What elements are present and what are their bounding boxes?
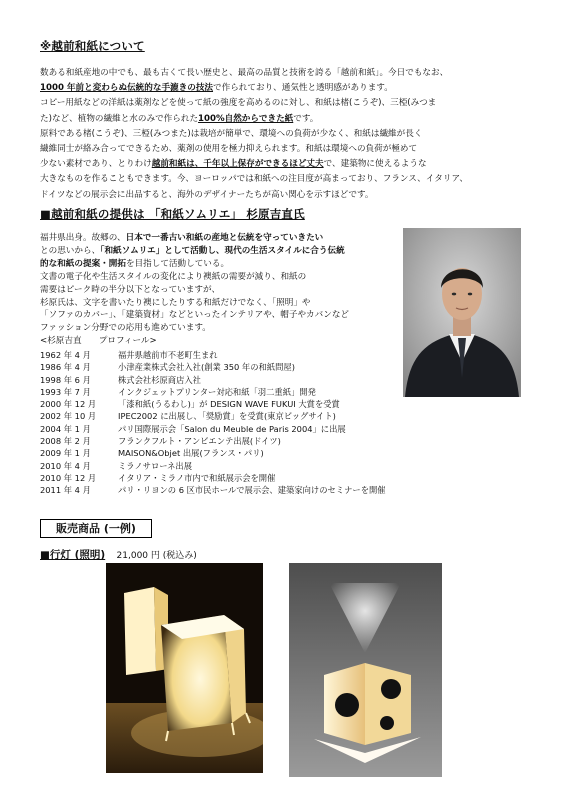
timeline-row xyxy=(40,374,386,386)
timeline-text: イタリア・ミラノ市内で和紙展示会を開催 xyxy=(118,472,276,483)
paragraph-line: ドイツなどの展示会に出品すると、海外のデザイナーたちが高い関心を示すほどです。 xyxy=(40,189,374,200)
highlight-text: 100%自然からできた紙 xyxy=(198,113,294,124)
timeline-date: 2009 年 1 月 xyxy=(40,448,91,459)
text-span: との思いから、 xyxy=(40,245,101,256)
lamp-photo-dots xyxy=(289,563,442,777)
timeline-date: 1962 年 4 月 xyxy=(40,350,91,360)
bold-text: 日本で一番古い和紙の産地と伝統を守っていきたい xyxy=(125,233,324,243)
section-title-sommelier: ■越前和紙の提供は 「和紙ソムリエ」 杉原吉直氏 xyxy=(40,207,305,221)
timeline-row xyxy=(40,410,386,422)
products-heading: 販売商品 (一例) xyxy=(40,519,152,538)
timeline-date: 2008 年 2 月 xyxy=(40,436,91,447)
bio-line xyxy=(40,258,400,271)
timeline-text: 小津産業株式会社入社(創業 350 年の和紙問屋) xyxy=(118,362,295,373)
paragraph-line: 大きなものを作ることもできます。今、ヨーロッパでは和紙への注目度が高まっており、フランス、イタリア、 xyxy=(40,174,468,185)
bold-text: 「和紙ソムリエ」として活動し、現代の生活スタイルに合う伝統 xyxy=(100,245,345,256)
lamp-illustration xyxy=(289,563,442,777)
timeline-date: 2004 年 1 月 xyxy=(40,423,91,434)
bio-line: 文書の電子化や生活スタイルの変化により襖紙の需要が減り、和紙の xyxy=(40,271,307,282)
timeline-row xyxy=(40,472,386,484)
text-span: です。 xyxy=(293,113,319,124)
lamp-photo-tatami xyxy=(106,563,263,773)
product-line xyxy=(40,547,197,562)
timeline-text: フランクフルト・アンビエンテ出展(ドイツ) xyxy=(118,436,281,447)
timeline-row xyxy=(40,460,386,472)
timeline-text: ミラノサローネ出展 xyxy=(118,460,193,471)
timeline-row xyxy=(40,398,386,410)
bio-line xyxy=(40,232,400,245)
paragraph-line xyxy=(40,112,530,127)
text-span: で作られており、通気性と透明感があります。 xyxy=(213,83,393,94)
paragraph-line: 原料である楮(こうぞ)、三椏(みつまた)は栽培が簡単で、環境への負荷が少なく、和紙は繊維が長く xyxy=(40,128,423,139)
echizen-washi-description xyxy=(40,66,530,203)
timeline-row xyxy=(40,361,386,373)
timeline-row xyxy=(40,484,386,496)
timeline-date: 2000 年 12 月 xyxy=(40,399,97,410)
timeline-row xyxy=(40,386,386,398)
timeline-date: 1993 年 7 月 xyxy=(40,386,91,397)
highlight-text: 越前和紙は、千年以上保存ができるほど丈夫 xyxy=(151,159,324,170)
portrait-illustration xyxy=(403,228,521,397)
timeline-text: パリ国際展示会「Salon du Meuble de Paris 2004」に出展 xyxy=(118,423,346,434)
text-span: を目指して活動している。 xyxy=(125,258,230,269)
timeline-text: MAISON&Objet 出展(フランス・パリ) xyxy=(118,448,264,459)
profile-header: <杉原吉直 プロフィール> xyxy=(40,336,157,347)
bold-text: 的な和紙の提案・開拓 xyxy=(40,258,126,269)
text-span: た)など、植物の繊維と水のみで作られた xyxy=(40,113,199,124)
sommelier-bio xyxy=(40,232,400,348)
bio-line: 杉原氏は、文字を書いたり襖にしたりする和紙だけでなく、「照明」や xyxy=(40,297,311,308)
paragraph-line: コピー用紙などの洋紙は薬剤などを使って紙の強度を高めるのに対し、和紙は楮(こうぞ)、三椏(みつま xyxy=(40,98,437,109)
portrait-photo xyxy=(403,228,521,397)
paragraph-line xyxy=(40,81,530,96)
timeline-row xyxy=(40,435,386,447)
timeline-date: 2010 年 4 月 xyxy=(40,460,91,471)
bio-line: ファッション分野での応用も進めています。 xyxy=(40,323,211,334)
bio-line xyxy=(40,245,400,258)
profile-timeline xyxy=(40,349,386,497)
timeline-text: 「漆和紙(うるわし)」が DESIGN WAVE FUKUI 大賞を受賞 xyxy=(118,399,340,410)
text-span: 福井県出身。故郷の、 xyxy=(40,233,126,243)
timeline-date: 2011 年 4 月 xyxy=(40,485,91,496)
timeline-text: インクジェットプリンター対応和紙「羽二重紙」開発 xyxy=(118,386,316,397)
timeline-date: 2002 年 10 月 xyxy=(40,411,97,422)
text-span: 少ない素材であり、とりわけ xyxy=(40,159,152,170)
timeline-date: 2010 年 12 月 xyxy=(40,472,97,483)
timeline-text: 福井県越前市不老町生まれ xyxy=(118,350,218,360)
timeline-date: 1986 年 4 月 xyxy=(40,362,91,373)
timeline-text: IPEC2002 に出展し、「奨励賞」を受賞(東京ビッグサイト) xyxy=(118,411,336,422)
text-span: で、建築物に使えるような xyxy=(323,159,427,170)
section-title-echizen-washi: ※越前和紙について xyxy=(40,39,145,53)
paragraph-line: 数ある和紙産地の中でも、最も古くて長い歴史と、最高の品質と技術を誇る「越前和紙」。今日でもなお、 xyxy=(40,68,449,78)
timeline-text: パリ・リヨンの 6 区市民ホールで展示会、建築家向けのセミナーを開催 xyxy=(118,485,386,496)
highlight-text: 1000 年前と変わらぬ伝統的な手漉きの技法 xyxy=(40,83,214,94)
timeline-row xyxy=(40,423,386,435)
bio-line: 需要はピーク時の半分以下となっていますが、 xyxy=(40,284,221,295)
timeline-row xyxy=(40,349,386,361)
timeline-text: 株式会社杉原商店入社 xyxy=(118,374,201,385)
timeline-row xyxy=(40,447,386,459)
bio-line: 「ソファのカバー」、「建築資材」などといったインテリアや、帽子やカバンなど xyxy=(40,310,350,321)
product-price: 21,000 円 (税込み) xyxy=(116,551,197,561)
lamp-illustration xyxy=(106,563,263,773)
timeline-date: 1998 年 6 月 xyxy=(40,374,91,385)
product-name: ■行灯 (照明) xyxy=(40,549,106,561)
paragraph-line: 繊維同士が絡み合ってできるため、薬剤の使用を極力抑えられます。和紙は環境への負荷が極めて xyxy=(40,144,418,155)
paragraph-line xyxy=(40,157,530,172)
